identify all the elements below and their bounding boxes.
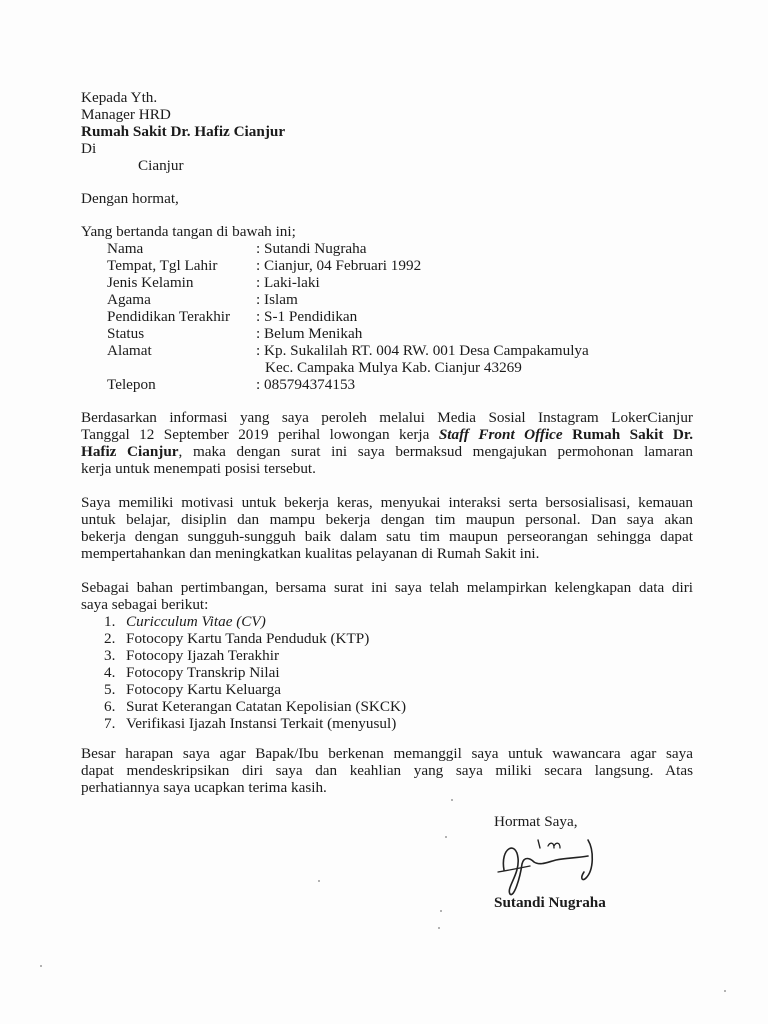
paragraph-line: perhatiannya saya ucapkan terima kasih. (81, 779, 327, 796)
list-number: 1. (104, 613, 116, 630)
paragraph-line: dapat mendeskripsikan diri saya dan keahlian yang saya miliki secara langsung. Atas (81, 762, 693, 779)
paragraph-line: Berdasarkan informasi yang saya peroleh melalui Media Sosial Instagram LokerCianjur (81, 409, 693, 426)
field-value: : S-1 Pendidikan (256, 308, 358, 325)
list-item (104, 664, 280, 681)
paragraph-line: saya sebagai berikut: (81, 596, 209, 613)
list-number: 6. (104, 698, 116, 715)
field-value: : Belum Menikah (256, 325, 363, 342)
list-number: 3. (104, 647, 116, 664)
scan-speck (40, 965, 42, 967)
list-text: Fotocopy Transkrip Nilai (126, 664, 280, 681)
list-text: Fotocopy Ijazah Terakhir (126, 647, 280, 664)
intro-line: Yang bertanda tangan di bawah ini; (81, 223, 296, 240)
field-label: Status (107, 325, 145, 342)
paragraph-line (81, 443, 693, 460)
list-item (104, 698, 406, 715)
list-number: 4. (104, 664, 116, 681)
paragraph-4 (81, 745, 693, 796)
field-label: Telepon (107, 376, 156, 393)
field-label: Alamat (107, 342, 152, 359)
paragraph-line: Saya memiliki motivasi untuk bekerja keras, menyukai interaksi serta bersosialisasi, kemauan (81, 494, 693, 511)
recipient-company: Rumah Sakit Dr. Hafiz Cianjur (81, 123, 286, 140)
recipient-line-1: Kepada Yth. (81, 89, 158, 106)
list-number: 2. (104, 630, 116, 647)
paragraph-line: Besar harapan saya agar Bapak/Ibu berkenan memanggil saya untuk wawancara agar saya (81, 745, 693, 762)
paragraph-line (81, 426, 693, 443)
list-item (104, 681, 281, 698)
position-title: Staff Front Office (438, 426, 563, 443)
field-label: Nama (107, 240, 144, 257)
recipient-line-2: Manager HRD (81, 106, 171, 123)
scan-speck (445, 836, 447, 838)
handwritten-signature (490, 828, 610, 898)
company-name: Hafiz Cianjur (81, 443, 179, 460)
list-text: Fotocopy Kartu Keluarga (126, 681, 281, 698)
field-label: Pendidikan Terakhir (107, 308, 231, 325)
field-value: : 085794374153 (256, 376, 356, 393)
list-item (104, 613, 266, 630)
list-item (104, 630, 369, 647)
field-label: Jenis Kelamin (107, 274, 194, 291)
field-value: : Kp. Sukalilah RT. 004 RW. 001 Desa Campakamulya (256, 342, 589, 359)
list-text: Verifikasi Ijazah Instansi Terkait (menyusul) (126, 715, 397, 732)
paragraph-line: bekerja dengan sungguh-sungguh baik dalam satu tim maupun perseorangan sehingga dapat (81, 528, 693, 545)
scan-speck (451, 799, 453, 801)
text-run: Tanggal 12 September 2019 perihal lowongan kerja (81, 426, 439, 443)
scan-speck (318, 880, 320, 882)
text-run: , maka dengan surat ini saya bermaksud mengajukan permohonan lamaran (178, 443, 693, 460)
closing-salutation: Hormat Saya, (494, 813, 578, 830)
greeting: Dengan hormat, (81, 190, 179, 207)
list-number: 5. (104, 681, 116, 698)
recipient-line-4: Di (81, 140, 97, 157)
paragraph-line: untuk belajar, disiplin dan mampu bekerja dengan tim maupun personal. Dan saya akan (81, 511, 693, 528)
field-label: Agama (107, 291, 151, 308)
list-text: Surat Keterangan Catatan Kepolisian (SKCK) (126, 698, 407, 715)
scan-speck (724, 990, 726, 992)
list-item (104, 715, 396, 732)
scan-speck (440, 910, 442, 912)
field-value: : Islam (256, 291, 298, 308)
list-text: Fotocopy Kartu Tanda Penduduk (KTP) (126, 630, 370, 647)
paragraph-3 (81, 579, 693, 613)
scan-speck (438, 927, 440, 929)
field-label: Tempat, Tgl Lahir (107, 257, 218, 274)
field-value: : Laki-laki (256, 274, 320, 291)
list-item (104, 647, 279, 664)
signer-name: Sutandi Nugraha (494, 894, 606, 911)
paragraph-line: kerja untuk menempati posisi tersebut. (81, 460, 316, 477)
paragraph-line: Sebagai bahan pertimbangan, bersama surat ini saya telah melampirkan kelengkapan data diri (81, 579, 693, 596)
field-value-continued: Kec. Campaka Mulya Kab. Cianjur 43269 (265, 359, 522, 376)
paragraph-line: mempertahankan dan meningkatkan kualitas pelayanan di Rumah Sakit ini. (81, 545, 540, 562)
list-number: 7. (104, 715, 116, 732)
paragraph-2 (81, 494, 693, 562)
list-text: Curicculum Vitae (CV) (126, 613, 266, 630)
field-value: : Cianjur, 04 Februari 1992 (256, 257, 422, 274)
field-value: : Sutandi Nugraha (256, 240, 367, 257)
paragraph-1 (81, 409, 693, 477)
text-run: Rumah Sakit Dr. (562, 426, 694, 443)
recipient-city: Cianjur (138, 157, 184, 174)
